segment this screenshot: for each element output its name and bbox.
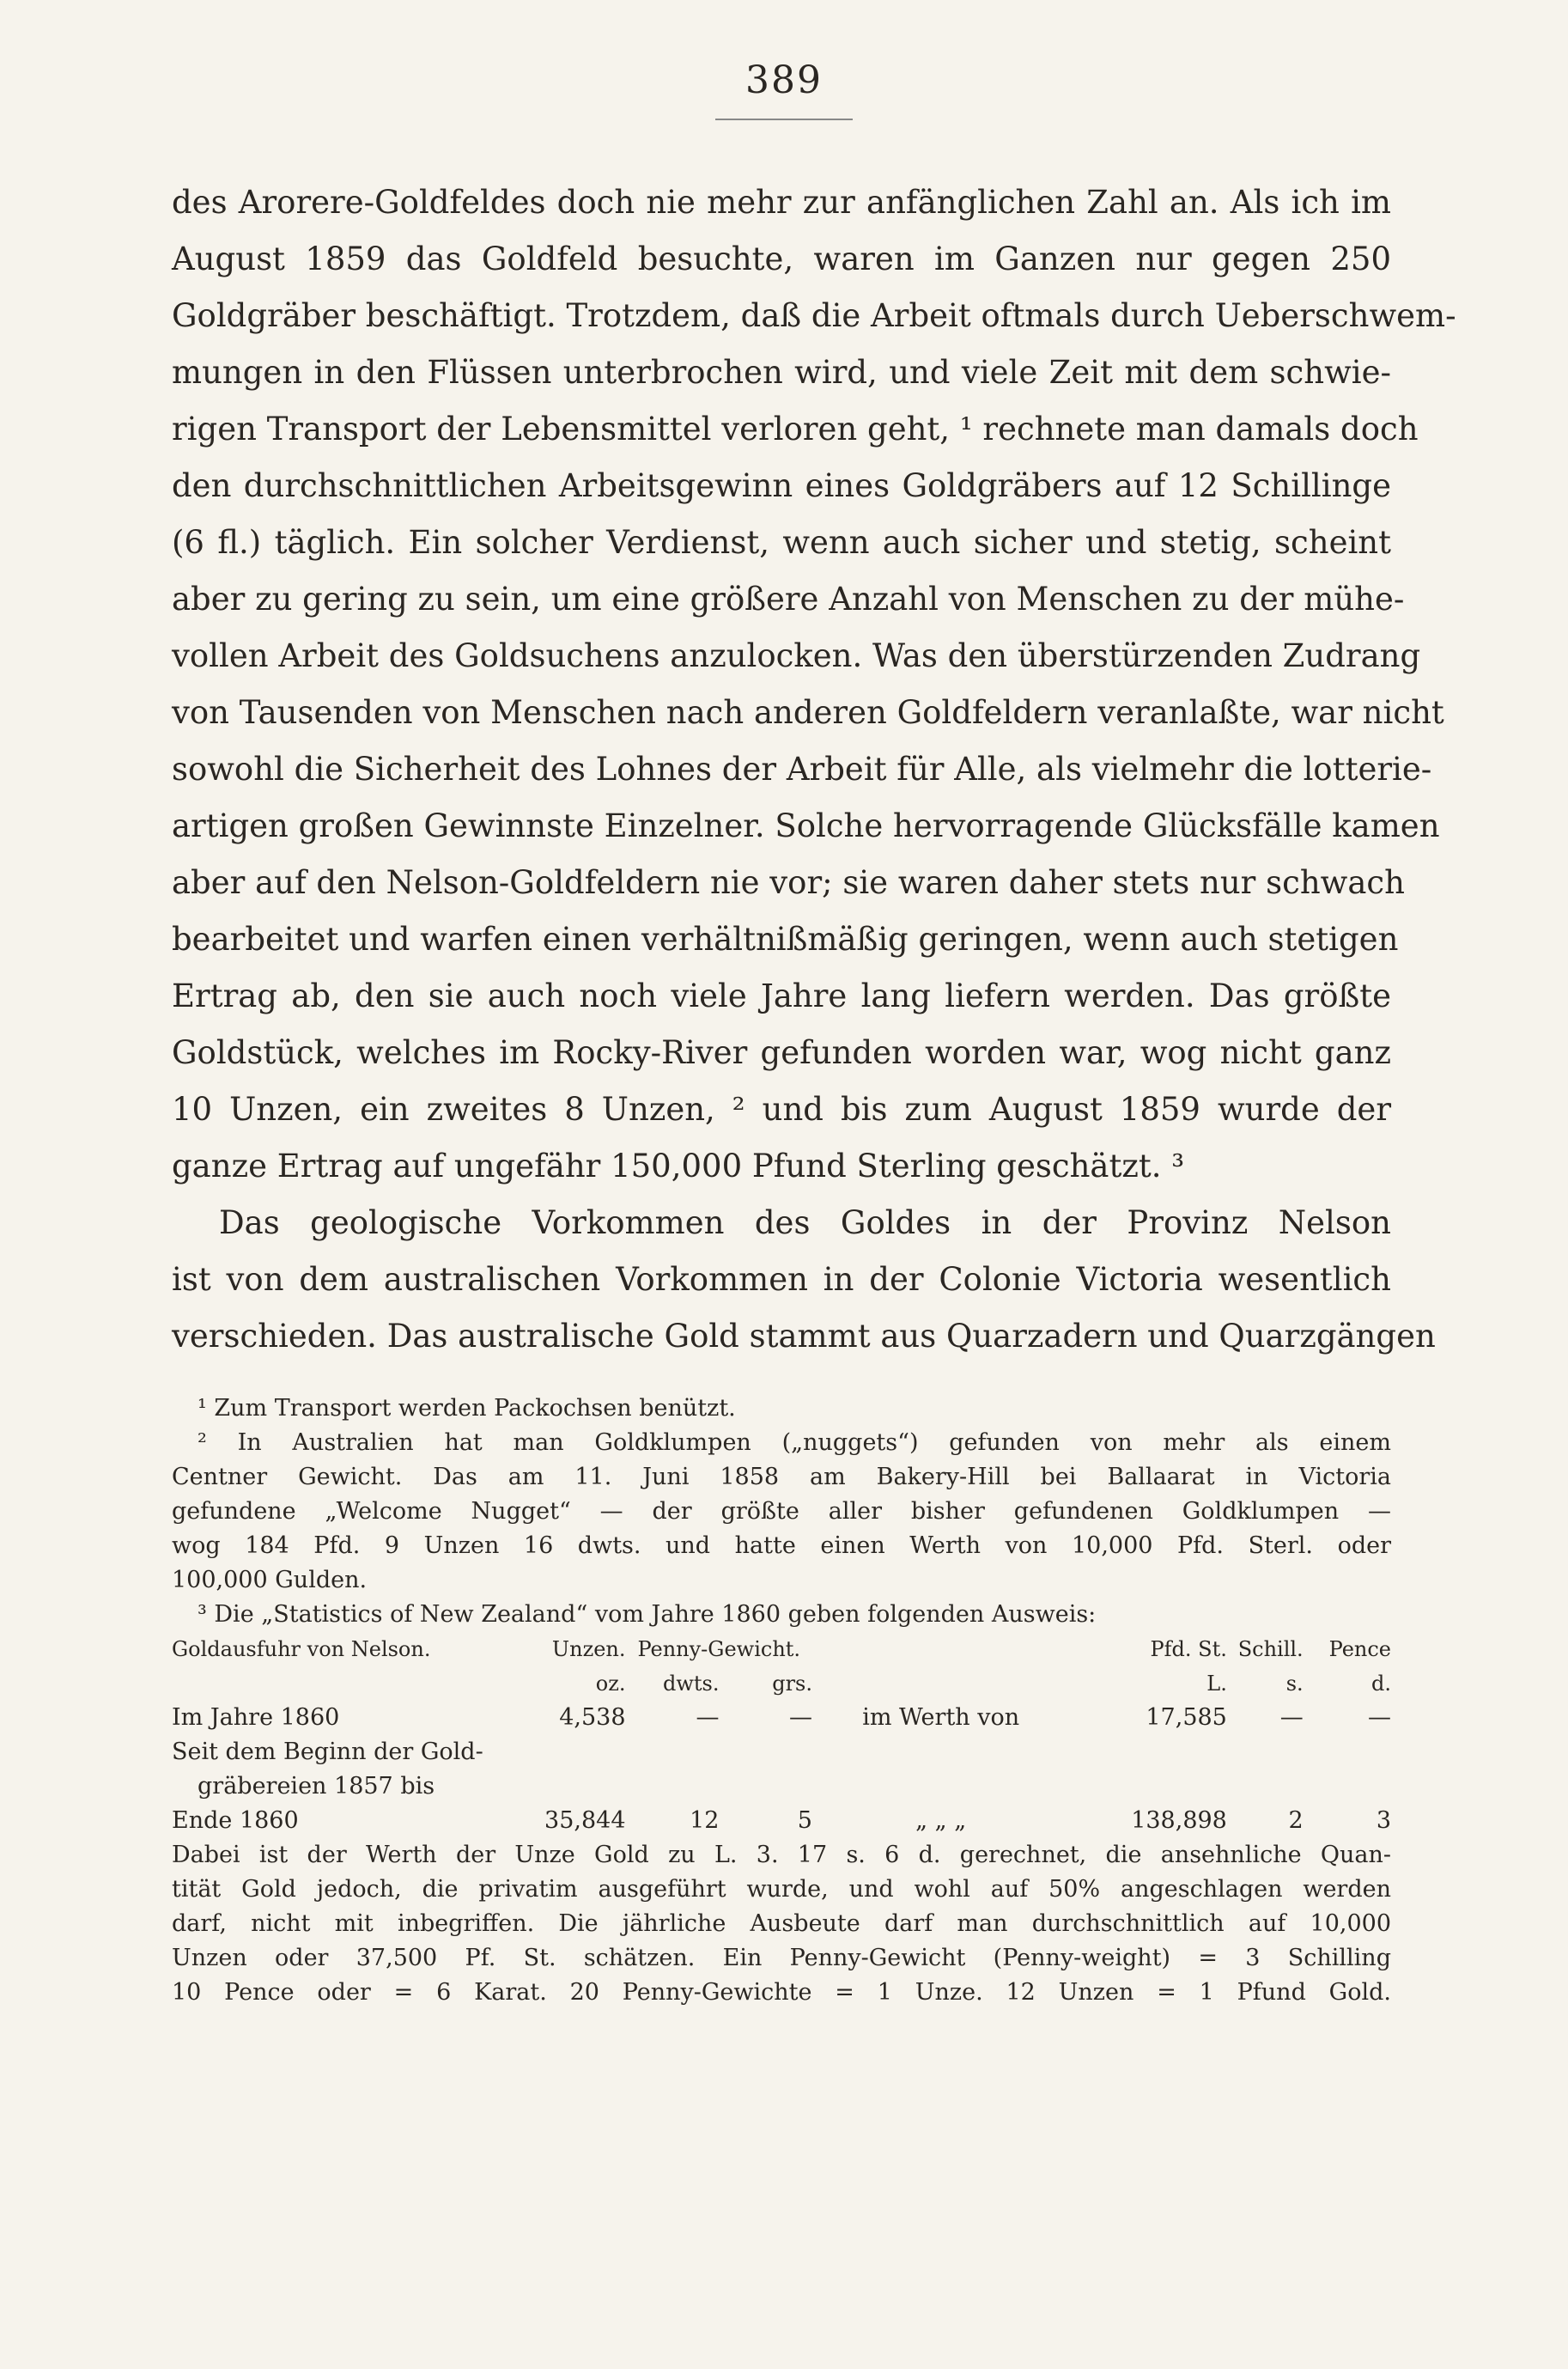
header-rule (715, 119, 853, 120)
table-unit-cell (172, 1666, 501, 1701)
table-unit-cell: grs. (772, 1672, 812, 1696)
text-line: rigen Transport der Lebensmittel verloren geht, ¹ rechnete man damals doch (172, 411, 1419, 448)
table-cell: Ende 1860 (172, 1807, 299, 1834)
table-cell: 5 (797, 1807, 812, 1834)
text-line: Goldgräber beschäftigt. Trotzdem, daß die Arbeit oftmals durch Ueberschwem- (172, 297, 1456, 334)
table-unit-cell: d. (1371, 1672, 1391, 1696)
footnote-2-line: ² In Australien hat man Goldklumpen („nuggets“) gefunden von mehr als einem (198, 1429, 1391, 1456)
footnote-3-intro: ³ Die „Statistics of New Zealand“ vom Jahre 1860 geben folgenden Ausweis: (198, 1601, 1097, 1628)
table-header-cell: Pence (1328, 1637, 1391, 1661)
footnote-2-line: 100,000 Gulden. (172, 1567, 368, 1593)
table-header-cell (812, 1632, 1069, 1666)
table-unit-cell (812, 1666, 1069, 1701)
table-header-cell: Penny-Gewicht. (637, 1637, 801, 1661)
footnote-3-line: 10 Pence oder = 6 Karat. 20 Penny-Gewichte = 1 Unze. 12 Unzen = 1 Pfund Gold. (172, 1979, 1391, 2006)
text-line: ist von dem australischen Vorkommen in der Colonie Victoria wesentlich (172, 1261, 1391, 1298)
text-line: artigen großen Gewinnste Einzelner. Solche hervorragende Glücksfälle kamen (172, 807, 1440, 844)
table-header-cell: Schill. (1237, 1637, 1304, 1661)
table-header-cell: Pfd. St. (1150, 1637, 1227, 1661)
table-cell: „ „ „ (915, 1807, 967, 1834)
table-cell: 12 (690, 1807, 720, 1834)
table-row (172, 1804, 1391, 1838)
table-cell: 35,844 (544, 1807, 626, 1834)
footnote-2-line: wog 184 Pfd. 9 Unzen 16 dwts. und hatte einen Werth von 10,000 Pfd. Sterl. oder (172, 1532, 1391, 1559)
table-unit-cell: s. (1285, 1672, 1304, 1696)
text-line: ganze Ertrag auf ungefähr 150,000 Pfund Sterling geschätzt. ³ (172, 1148, 1185, 1184)
gold-export-table (172, 1632, 1391, 1838)
table-cell: — (1368, 1704, 1391, 1731)
footnote-2-line: gefundene „Welcome Nugget“ — der größte aller bisher gefundenen Goldklumpen — (172, 1498, 1391, 1525)
table-cell: gräbereien 1857 bis (198, 1773, 435, 1800)
text-line: Ertrag ab, den sie auch noch viele Jahre lang liefern werden. Das größte (172, 977, 1391, 1014)
text-line: (6 fl.) täglich. Ein solcher Verdienst, wenn auch sicher und stetig, scheint (172, 524, 1391, 561)
text-line: sowohl die Sicherheit des Lohnes der Arbeit für Alle, als vielmehr die lotterie- (172, 751, 1432, 788)
footnote-3-line: tität Gold jedoch, die privatim ausgeführt wurde, und wohl auf 50% angeschlagen werden (172, 1876, 1391, 1903)
table-cell: — (1279, 1704, 1304, 1731)
table-header-cell: Unzen. (551, 1637, 626, 1661)
text-line: 10 Unzen, ein zweites 8 Unzen, ² und bis zum August 1859 wurde der (172, 1091, 1391, 1128)
table-unit-cell: L. (1206, 1672, 1227, 1696)
table-unit-cell: oz. (595, 1672, 626, 1696)
text-line: August 1859 das Goldfeld besuchte, waren im Ganzen nur gegen 250 (172, 241, 1391, 277)
table-header-row (172, 1632, 1391, 1666)
table-cell: 4,538 (559, 1704, 626, 1731)
text-line: Goldstück, welches im Rocky-River gefunden worden war, wog nicht ganz (172, 1034, 1391, 1071)
table-units-row (172, 1666, 1391, 1701)
table-cell: 138,898 (1131, 1807, 1227, 1834)
table-cell: 3 (1376, 1807, 1391, 1834)
text-line: bearbeitet und warfen einen verhältnißmäßig geringen, wenn auch stetigen (172, 921, 1399, 958)
text-line: aber zu gering zu sein, um eine größere Anzahl von Menschen zu der mühe- (172, 581, 1405, 618)
footnote-3-line: Unzen oder 37,500 Pf. St. schätzen. Ein Penny-Gewicht (Penny-weight) = 3 Schilling (172, 1945, 1391, 1971)
footnote-3-line: Dabei ist der Werth der Unze Gold zu L. 3. 17 s. 6 d. gerechnet, die ansehnliche Quan- (172, 1842, 1391, 1868)
table-row (172, 1735, 1391, 1769)
footnote-3-line: darf, nicht mit inbegriffen. Die jährliche Ausbeute darf man durchschnittlich auf 10,000 (172, 1910, 1391, 1937)
text-line: mungen in den Flüssen unterbrochen wird, und viele Zeit mit dem schwie- (172, 354, 1391, 391)
text-line: von Tausenden von Menschen nach anderen Goldfeldern veranlaßte, war nicht (172, 694, 1444, 731)
text-line: vollen Arbeit des Goldsuchens anzulocken. Was den überstürzenden Zudrang (172, 637, 1421, 674)
table-cell: 17,585 (1146, 1704, 1227, 1731)
text-line: aber auf den Nelson-Goldfeldern nie vor; sie waren daher stets nur schwach (172, 864, 1405, 901)
table-cell: Im Jahre 1860 (172, 1704, 340, 1731)
footnotes (172, 1392, 1391, 2010)
footnote-1: ¹ Zum Transport werden Packochsen benützt. (198, 1395, 736, 1422)
page-number: 389 (745, 58, 823, 102)
text-line: Das geologische Vorkommen des Goldes in der Provinz Nelson (219, 1204, 1391, 1241)
table-cell: 2 (1288, 1807, 1304, 1834)
text-line: des Arorere-Goldfeldes doch nie mehr zur anfänglichen Zahl an. Als ich im (172, 184, 1391, 221)
table-cell: im Werth von (862, 1704, 1020, 1731)
table-cell: — (788, 1704, 812, 1731)
table-cell: Seit dem Beginn der Gold- (172, 1739, 483, 1765)
text-line: verschieden. Das australische Gold stammt aus Quarzadern und Quarzgängen (172, 1318, 1436, 1355)
table-header-cell: Goldausfuhr von Nelson. (172, 1637, 431, 1661)
table-cell: — (696, 1704, 720, 1731)
text-line: den durchschnittlichen Arbeitsgewinn eines Goldgräbers auf 12 Schillinge (172, 467, 1391, 504)
table-row (172, 1701, 1391, 1735)
table-unit-cell: dwts. (662, 1672, 720, 1696)
footnote-2-line: Centner Gewicht. Das am 11. Juni 1858 am Bakery-Hill bei Ballaarat in Victoria (172, 1464, 1391, 1490)
main-text (172, 174, 1456, 1365)
table-row (172, 1769, 1391, 1804)
